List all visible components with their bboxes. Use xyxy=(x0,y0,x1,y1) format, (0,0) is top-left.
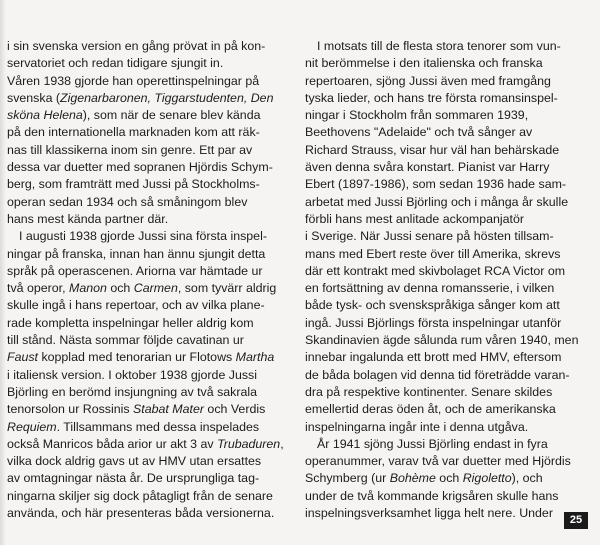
text-line: ningar i Stockholm från sommaren 1939, xyxy=(305,108,529,123)
text-line: ningarna skiljer sig dock påtagligt från de senare xyxy=(7,488,273,503)
text-line: Requiem. Tillsammans med dessa inspelades xyxy=(7,419,260,434)
text-line: i Sverige. När Jussi senare på hösten tillsam- xyxy=(305,229,554,244)
right-text-column xyxy=(305,38,579,522)
text-line: till stånd. Nästa sommar följde cavatinan ur xyxy=(7,333,244,348)
text-line: under de två kommande krigsåren skulle hans xyxy=(305,488,559,503)
text-line: Schymberg (ur Bohème och Rigoletto), och xyxy=(305,471,543,486)
text-line: inspelningsverksamhet ligga helt nere. Under xyxy=(305,506,553,521)
text-line: tyska lieder, och hans tre första romansinspel- xyxy=(305,90,558,105)
text-line: tenorsolon ur Rossinis Stabat Mater och Verdis xyxy=(7,402,266,417)
text-line: Beethovens "Adelaide" och två sånger av xyxy=(305,125,533,140)
text-line: de båda bolagen vid denna tid företrädde varan- xyxy=(305,367,570,382)
text-line: även denna svåra konstart. Pianist var Harry xyxy=(305,160,550,175)
text-line: operan sedan 1934 och så småningom blev xyxy=(7,194,248,209)
text-line: där ett kontrakt med skivbolaget RCA Victor om xyxy=(305,263,566,278)
text-line: skulle ingå i hans repertoar, och av vilka plane- xyxy=(7,298,265,313)
text-line: svenska (Zigenarbaronen, Tiggarstudenten, Den xyxy=(7,90,274,105)
text-line: nit berömmelse i den italienska och franska xyxy=(305,56,543,71)
text-line: två operor, Manon och Carmen, som tyvärr aldrig xyxy=(7,281,277,296)
text-line: av omtagningar nästa år. De ursprungliga tag- xyxy=(7,471,260,486)
text-line: inspelningarna ingår inte i denna utgåva. xyxy=(305,419,529,434)
text-line: dra på respektive kontinenter. Senare skildes xyxy=(305,384,553,399)
text-line: arbetat med Jussi Björling och i många år skulle xyxy=(305,194,569,209)
text-line: nas till klassikerna inom sin genre. Ett par av xyxy=(7,142,253,157)
text-line: innebar ingalunda ett brott med HMV, eftersom xyxy=(305,350,562,365)
text-line: i italiensk version. I oktober 1938 gjorde Jussi xyxy=(7,367,258,382)
text-line: förbli hans mest anlitade ackompanjatör xyxy=(305,211,525,226)
text-line: berg, som framträtt med Jussi på Stockholms- xyxy=(7,177,260,192)
text-line: språk på operascenen. Ariorna var hämtade ur xyxy=(7,263,263,278)
left-text-column xyxy=(7,38,283,522)
text-line: använda, och här presenteras båda versionerna. xyxy=(7,506,275,521)
text-line: repertoaren, sjöng Jussi även med framgång xyxy=(305,73,551,88)
text-line: emellertid deras öden åt, och de amerikanska xyxy=(305,402,556,417)
text-line: hans mest kända partner där. xyxy=(7,211,169,226)
page-gutter-shadow xyxy=(0,0,6,545)
text-line: Faust kopplad med tenorarian ur Flotows Martha xyxy=(7,350,275,365)
text-line: Ebert (1897-1986), som sedan 1936 hade sam- xyxy=(305,177,567,192)
text-line: Björling en berömd insjungning av två sakrala xyxy=(7,384,258,399)
text-line: ingå. Jussi Björlings första inspelningar utanför xyxy=(305,315,562,330)
text-line: I motsats till de flesta stora tenorer som vun- xyxy=(317,39,561,53)
text-line: Skandinavien ägde sålunda rum våren 1940, men xyxy=(305,333,579,348)
text-line: År 1941 sjöng Jussi Björling endast in fyra xyxy=(317,436,548,451)
text-line: Richard Strauss, visar hur väl han behärskade xyxy=(305,142,560,157)
text-line: ningar på franska, innan han ännu sjungit detta xyxy=(7,246,266,261)
text-line: vilka dock aldrig gavs ut av HMV utan ersattes xyxy=(7,454,262,469)
text-line: i sin svenska version en gång prövat in på kon- xyxy=(7,39,266,53)
page-number: 25 xyxy=(564,512,588,529)
text-line: servatoriet och redan tidigare sjungit in. xyxy=(7,56,224,71)
text-line: rade kompletta inspelningar heller aldrig kom xyxy=(7,315,254,330)
text-line: operanummer, varav två var duetter med Hjördis xyxy=(305,454,571,469)
text-line: mans med Ebert reste över till Amerika, skrevs xyxy=(305,246,561,261)
text-line: också Manricos båda arior ur akt 3 av Trubaduren, xyxy=(7,436,284,451)
text-line: dessa var duetter med sopranen Hjördis Schym- xyxy=(7,160,273,175)
text-line: I augusti 1938 gjorde Jussi sina första inspel- xyxy=(19,229,267,244)
text-line: både tysk- och svenskspråkiga sånger kom att xyxy=(305,298,560,313)
text-line: på den internationella marknaden kom att räk- xyxy=(7,125,260,140)
text-line: Våren 1938 gjorde han operettinspelningar på xyxy=(7,73,260,88)
text-line: en fortsättning av denna romansserie, i vilken xyxy=(305,281,555,296)
text-line: sköna Helena), som när de senare blev kända xyxy=(7,108,261,123)
